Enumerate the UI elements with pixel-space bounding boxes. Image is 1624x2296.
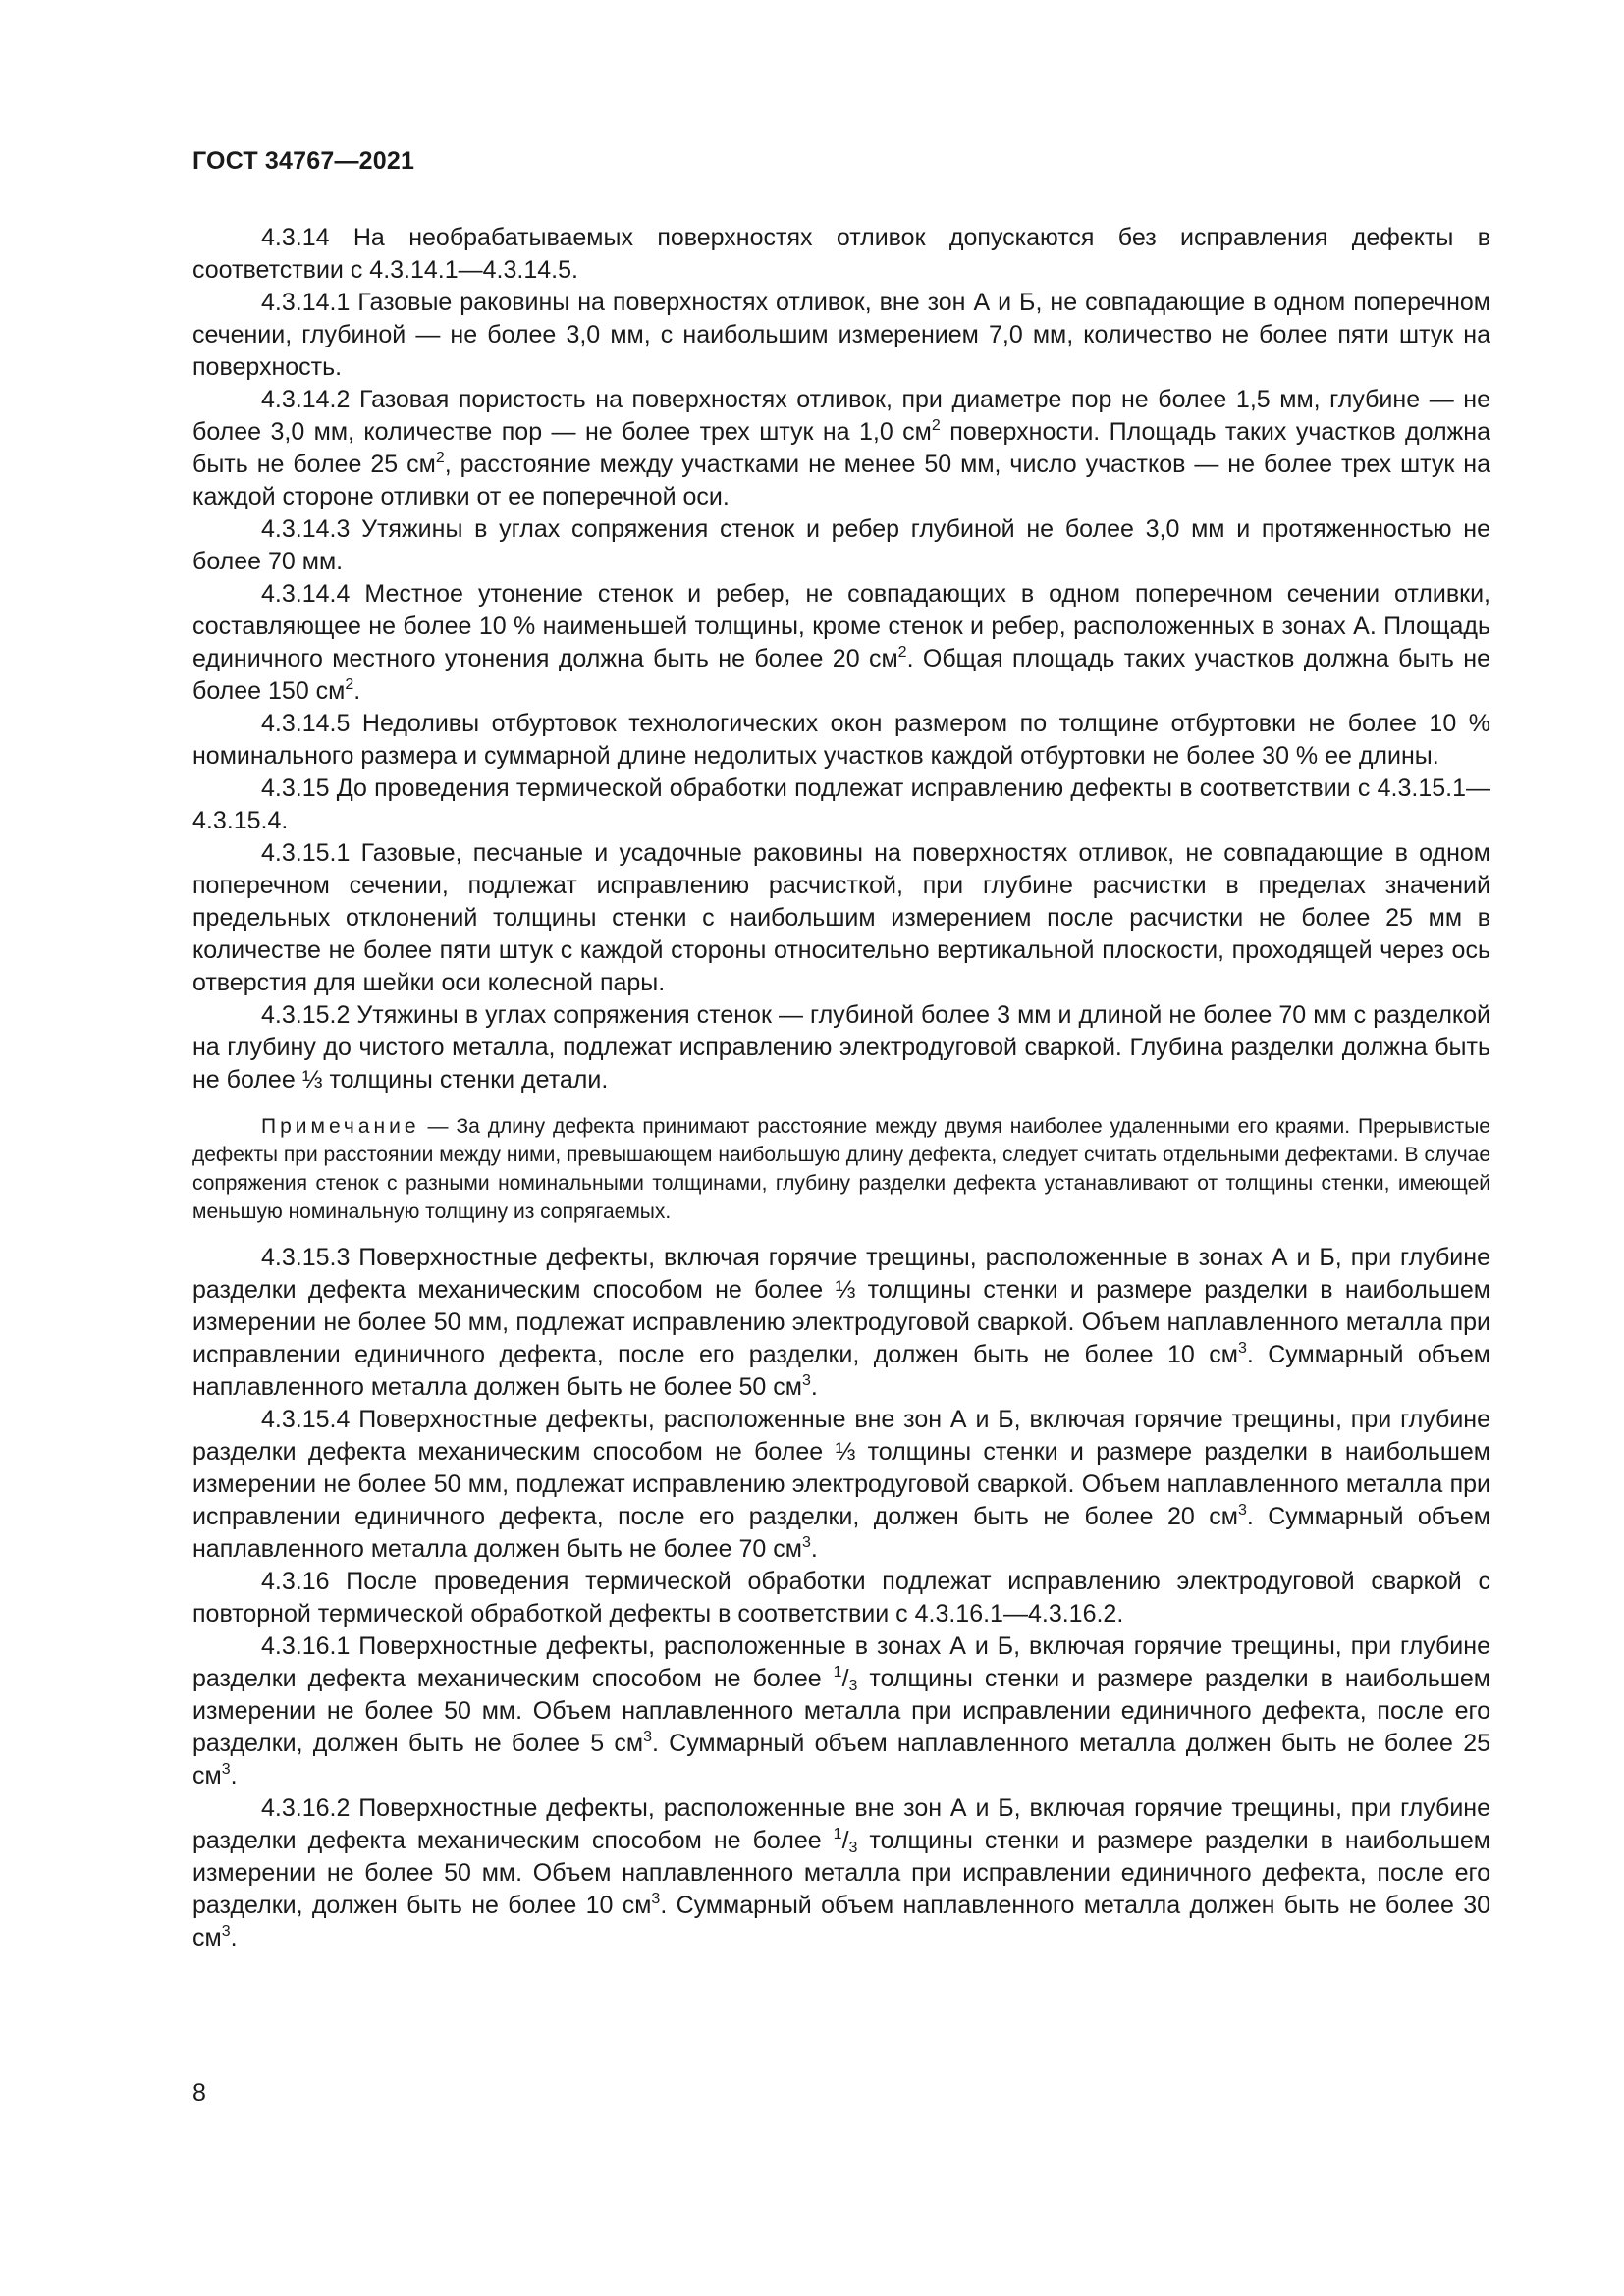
text-run: 4.3.16.1 Поверхностные дефекты, расположенные в зонах А и Б, включая горячие трещины, при глубине разделки дефекта механическим способом не более — [192, 1632, 1490, 1692]
text-run: 4.3.15.3 Поверхностные дефекты, включая горячие трещины, расположенные в зонах А и Б, при глубине разделки дефекта механическим способом не более ⅓ толщины стенки и размере разделки в наибольшем измерении не более 50 мм, подлежат исправлению электродуговой сваркой. Объем наплавленного металла при исправлении единичного дефекта, после его разделки, должен быть не более 10 см — [192, 1244, 1490, 1368]
text-run: 4.3.16.2 Поверхностные дефекты, расположенные вне зон А и Б, включая горячие трещины, при глубине разделки дефекта механическим способом не более — [192, 1794, 1490, 1854]
text-run: 4.3.14.4 Местное утонение стенок и ребер, не совпадающих в одном поперечном сечении отливки, составляющее не более 10 % наименьшей толщины, кроме стенок и ребер, расположенных в зонах А. Площадь единичного местного утонения должна быть не более 20 см — [192, 580, 1490, 672]
fraction-slash: / — [841, 1665, 849, 1692]
superscript: 3 — [221, 1923, 231, 1940]
paragraph-4-3-14-3: 4.3.14.3 Утяжины в углах сопряжения стенок и ребер глубиной не более 3,0 мм и протяженностью не более 70 мм. — [192, 515, 1490, 575]
paragraph-4-3-14-4 — [192, 578, 1490, 708]
superscript: 2 — [931, 417, 941, 434]
paragraph-4-3-14: 4.3.14 На необрабатываемых поверхностях отливок допускаются без исправления дефекты в соответствии с 4.3.14.1—4.3.14.5. — [192, 224, 1490, 284]
paragraph-4-3-15-4 — [192, 1404, 1490, 1566]
paragraph-4-3-14-2 — [192, 384, 1490, 513]
text-run: . Суммарный объем наплавленного металла должен быть не более 70 см — [192, 1503, 1490, 1563]
paragraph-4-3-16-1 — [192, 1630, 1490, 1792]
fraction-numerator: 1 — [833, 1664, 842, 1681]
fraction-one-third — [834, 1827, 858, 1854]
note-block — [192, 1112, 1490, 1226]
superscript: 2 — [345, 676, 354, 693]
superscript: 3 — [1237, 1502, 1247, 1519]
fraction-slash: / — [841, 1827, 849, 1854]
note-text: — За длину дефекта принимают расстояние между двумя наиболее удаленными его краями. Прерывистые дефекты при расстоянии между ними, превышающем наибольшую длину дефекта, следует считать отдельными дефектами. В случае сопряжения стенок с разными номинальными толщинами, глубину разделки дефекта устанавливают от толщины стенки, имеющей меньшую номинальную толщину из сопрягаемых. — [192, 1115, 1490, 1223]
fraction-numerator: 1 — [833, 1826, 842, 1842]
document-header: ГОСТ 34767—2021 — [192, 147, 415, 175]
paragraph-4-3-15-3 — [192, 1242, 1490, 1404]
superscript: 3 — [651, 1891, 661, 1907]
text-run: , расстояние между участками не менее 50 мм, число участков — не более трех штук на каждой стороне отливки от ее поперечной оси. — [192, 451, 1491, 510]
text-run: . Суммарный объем наплавленного металла должен быть не более 25 см — [192, 1730, 1490, 1789]
superscript: 3 — [801, 1534, 811, 1551]
page-number: 8 — [192, 2079, 206, 2107]
fraction-one-third — [834, 1665, 858, 1692]
paragraph-4-3-15-2: 4.3.15.2 Утяжины в углах сопряжения стенок — глубиной более 3 мм и длиной не более 70 мм с разделкой на глубину до чистого металла, подлежат исправлению электродуговой сваркой. Глубина разделки должна быть не более ⅓ толщины стенки детали. — [192, 1001, 1490, 1094]
text-run: . — [810, 1373, 818, 1401]
superscript: 3 — [221, 1761, 231, 1778]
document-body — [192, 222, 1490, 1954]
paragraph-4-3-16: 4.3.16 После проведения термической обработки подлежат исправлению электродуговой сваркой с повторной термической обработкой дефекты в соответствии с 4.3.16.1—4.3.16.2. — [192, 1568, 1490, 1628]
paragraph-4-3-14-1: 4.3.14.1 Газовые раковины на поверхностях отливок, вне зон А и Б, не совпадающие в одном поперечном сечении, глубиной — не более 3,0 мм, с наибольшим измерением 7,0 мм, количество не более пяти штук на поверхность. — [192, 289, 1490, 381]
text-run: поверхности. Площадь таких участков должна быть не более 25 см — [192, 418, 1490, 478]
text-run: . Общая площадь таких участков должна быть не более 150 см — [192, 645, 1490, 705]
note-label: Примечание — [261, 1115, 420, 1138]
paragraph-4-3-15-1: 4.3.15.1 Газовые, песчаные и усадочные раковины на поверхностях отливок, не совпадающие в одном поперечном сечении, подлежат исправлению расчисткой, при глубине расчистки в пределах значений предельных отклонений толщины стенки с наибольшим измерением после расчистки не более 25 мм в количестве не более пяти штук с каждой стороны относительно вертикальной плоскости, проходящей через ось отверстия для шейки оси колесной пары. — [192, 839, 1490, 996]
text-run: . Суммарный объем наплавленного металла должен быть не более 30 см — [192, 1892, 1490, 1951]
text-run: 4.3.14.2 Газовая пористость на поверхностях отливок, при диаметре пор не более 1,5 мм, глубине — не более 3,0 мм, количестве пор — не более трех штук на 1,0 см — [192, 386, 1490, 446]
text-run: толщины стенки и размере разделки в наибольшем измерении не более 50 мм. Объем наплавленного металла при исправлении единичного дефекта, после его разделки, должен быть не более 5 см — [192, 1665, 1490, 1757]
fraction-denominator: 3 — [848, 1840, 858, 1856]
text-run: толщины стенки и размере разделки в наибольшем измерении не более 50 мм. Объем наплавленного металла при исправлении единичного дефекта, после его разделки, должен быть не более 10 см — [192, 1827, 1490, 1919]
text-run: 4.3.15.4 Поверхностные дефекты, расположенные вне зон А и Б, включая горячие трещины, при глубине разделки дефекта механическим способом не более ⅓ толщины стенки и размере разделки в наибольшем измерении не более 50 мм, подлежат исправлению электродуговой сваркой. Объем наплавленного металла при исправлении единичного дефекта, после его разделки, должен быть не более 20 см — [192, 1406, 1490, 1530]
superscript: 3 — [1237, 1340, 1247, 1357]
superscript: 2 — [435, 450, 445, 466]
text-run: . — [810, 1535, 818, 1563]
text-run: . — [230, 1762, 238, 1789]
text-run: . Суммарный объем наплавленного металла должен быть не более 50 см — [192, 1341, 1490, 1401]
text-run: . — [230, 1924, 238, 1951]
superscript: 3 — [643, 1729, 652, 1745]
paragraph-4-3-14-5: 4.3.14.5 Недоливы отбуртовок технологических окон размером по толщине отбуртовки не более 10 % номинального размера и суммарной длине недолитых участков каждой отбуртовки не более 30 % ее длины. — [192, 710, 1490, 770]
superscript: 3 — [801, 1372, 811, 1389]
paragraph-4-3-15: 4.3.15 До проведения термической обработки подлежат исправлению дефекты в соответствии с 4.3.15.1—4.3.15.4. — [192, 774, 1490, 834]
text-run: . — [353, 677, 361, 705]
paragraph-4-3-16-2 — [192, 1792, 1490, 1954]
fraction-denominator: 3 — [848, 1678, 858, 1694]
superscript: 2 — [897, 644, 907, 661]
